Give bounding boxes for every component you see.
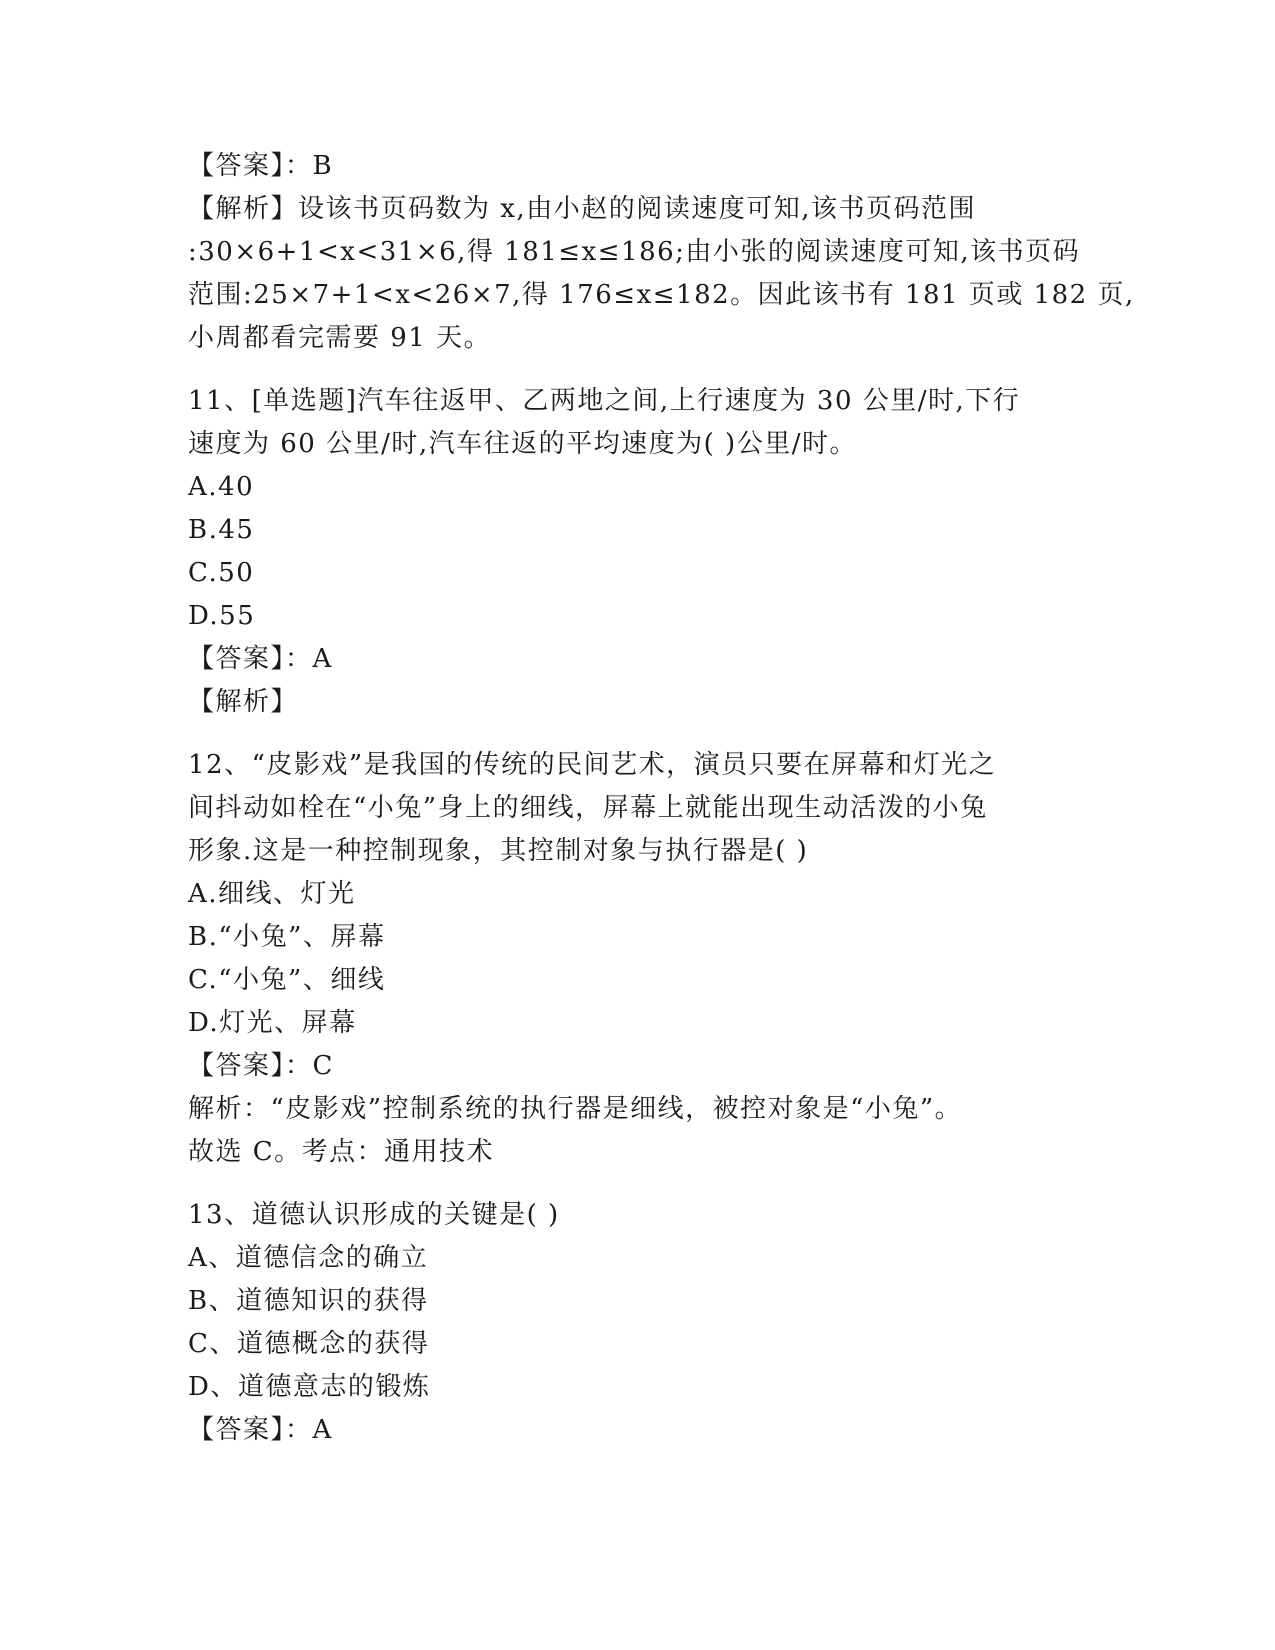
q13-answer: 【答案】：A: [188, 1415, 333, 1445]
q12-analysis-line: 故选 C。考点：通用技术: [188, 1137, 495, 1167]
q10-analysis-line: :30×6+1<x<31×6,得 181≤x≤186;由小张的阅读速度可知,该书页码: [188, 237, 1081, 267]
q12-stem-line: 间抖动如栓在“小兔”身上的细线，屏幕上就能出现生动活泼的小兔: [188, 793, 988, 823]
q10-analysis-line: 【解析】设该书页码数为 x,由小赵的阅读速度可知,该书页码范围: [188, 194, 976, 224]
page-content: [188, 145, 1135, 1452]
q12-option-b: B.“小兔”、屏幕: [188, 922, 386, 952]
q11-option-d: D.55: [188, 601, 256, 631]
q13-option-c: C、道德概念的获得: [188, 1329, 430, 1359]
q10-analysis-line: 范围:25×7+1<x<26×7,得 176≤x≤182。因此该书有 181 页或 182 页,: [188, 280, 1135, 310]
q11-option-a: A.40: [188, 472, 255, 502]
q13-option-b: B、道德知识的获得: [188, 1286, 429, 1316]
q12-stem-line: 形象.这是一种控制现象，其控制对象与执行器是( ): [188, 836, 809, 866]
q11-answer: 【答案】：A: [188, 644, 333, 674]
q12-option-c: C.“小兔”、细线: [188, 965, 386, 995]
q11-option-c: C.50: [188, 558, 255, 588]
q12-answer: 【答案】：C: [188, 1051, 334, 1081]
q10-analysis-line: 小周都看完需要 91 天。: [188, 323, 492, 353]
q10-answer: 【答案】：B: [188, 151, 334, 181]
q11-stem-line: 11、[单选题]汽车往返甲、乙两地之间,上行速度为 30 公里/时,下行: [188, 386, 1021, 416]
q12-option-a: A.细线、灯光: [188, 879, 356, 909]
q13-stem-line: 13、道德认识形成的关键是( ): [188, 1200, 560, 1230]
q11-option-b: B.45: [188, 515, 255, 545]
q11-stem-line: 速度为 60 公里/时,汽车往返的平均速度为( )公里/时。: [188, 429, 857, 459]
q12-analysis-line: 解析：“皮影戏”控制系统的执行器是细线，被控对象是“小兔”。: [188, 1094, 963, 1124]
q13-option-a: A、道德信念的确立: [188, 1243, 429, 1273]
q12-stem-line: 12、“皮影戏”是我国的传统的民间艺术，演员只要在屏幕和灯光之: [188, 750, 997, 780]
q12-option-d: D.灯光、屏幕: [188, 1008, 357, 1038]
q13-option-d: D、道德意志的锻炼: [188, 1372, 431, 1402]
q11-analysis-label: 【解析】: [188, 687, 299, 717]
